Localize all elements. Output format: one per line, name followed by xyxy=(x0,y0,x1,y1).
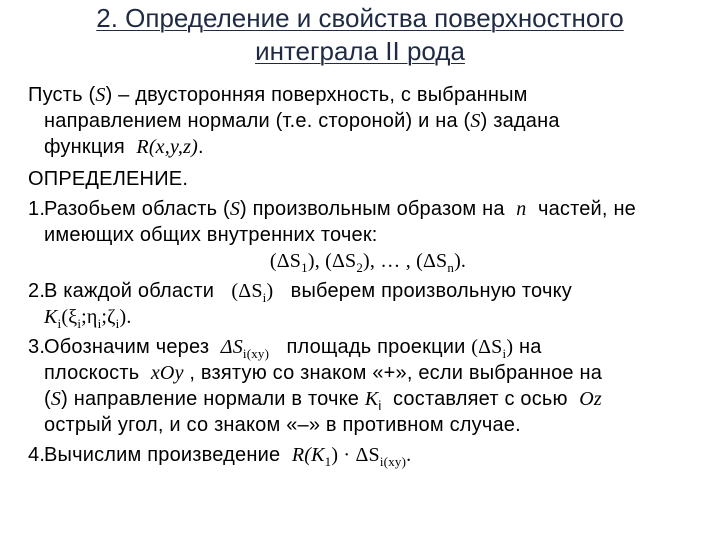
item-text: составляет с осью xyxy=(393,388,568,410)
formula-text: (ΔS xyxy=(269,250,302,272)
item-text: на xyxy=(518,336,542,358)
formula-text: ). xyxy=(454,250,467,272)
item-line xyxy=(44,412,692,438)
item-line xyxy=(44,386,692,412)
formula-text: . xyxy=(406,444,412,466)
symbol-k: K xyxy=(364,388,379,410)
symbol-s: S xyxy=(50,388,62,410)
slide-body xyxy=(28,82,692,468)
formula-sub: i xyxy=(262,290,267,305)
formula-sub: 2 xyxy=(356,260,364,275)
item-number: 3. xyxy=(28,336,46,358)
item-line xyxy=(44,334,692,360)
formula-text: (ΔS xyxy=(231,280,263,302)
definition-item-1 xyxy=(28,196,692,274)
formula-sub: n xyxy=(447,260,455,275)
item-line xyxy=(44,278,692,304)
symbol-k: K xyxy=(44,306,58,328)
symbol-oz: Oz xyxy=(579,388,602,410)
symbol-n: n xyxy=(516,198,527,220)
formula-sub: i(xy) xyxy=(242,346,270,361)
formula-text: ), … , (ΔS xyxy=(363,250,448,272)
partition-formula xyxy=(44,248,692,274)
symbol-xoy: xOy xyxy=(150,362,184,384)
item-text: плоскость xyxy=(44,362,140,384)
formula-sub: 1 xyxy=(301,260,308,275)
formula-text: ) · ΔS xyxy=(331,444,380,466)
item-text: площадь проекции xyxy=(286,336,466,358)
formula-text: ). xyxy=(119,306,132,328)
definition-item-2 xyxy=(28,278,692,330)
intro-text: . xyxy=(197,136,204,158)
formula-text: ;ζ xyxy=(101,306,116,328)
item-text: выберем произвольную точку xyxy=(290,280,572,302)
formula-text: ) xyxy=(266,280,274,302)
item-text: острый угол, и со знаком «–» в противном случае. xyxy=(44,414,521,436)
point-formula xyxy=(44,304,692,330)
definition-item-3 xyxy=(28,334,692,438)
item-text: ( xyxy=(44,388,51,410)
symbol-s: S xyxy=(229,198,241,220)
item-number: 2. xyxy=(28,280,46,302)
item-line xyxy=(44,196,692,222)
title-line-1: 2. Определение и свойства поверхностного xyxy=(96,3,624,33)
symbol-s: S xyxy=(470,110,481,132)
intro-text: ) – двусторонняя поверхность, с выбранным xyxy=(105,84,528,106)
item-line xyxy=(44,360,692,386)
formula-sub: i xyxy=(97,316,102,331)
formula-sub: i xyxy=(502,346,507,361)
item-text: ) произвольным образом на xyxy=(240,198,505,220)
formula-sub: 1 xyxy=(324,454,332,469)
formula-text: ΔS xyxy=(220,336,243,358)
formula-sub: i xyxy=(378,398,382,413)
intro-text: функция xyxy=(44,136,125,158)
item-text: , взятую со знаком «+», если выбранное на xyxy=(189,362,603,384)
formula-sub: i(xy) xyxy=(379,454,407,469)
definition-label: ОПРЕДЕЛЕНИЕ. xyxy=(28,168,189,190)
item-text: Вычислим произведение xyxy=(44,444,281,466)
intro-text: Пусть ( xyxy=(28,84,96,106)
item-text: Обозначим через xyxy=(44,336,210,358)
formula-text: ) xyxy=(506,336,514,358)
formula-text: R(K xyxy=(291,444,325,466)
item-text: частей, не xyxy=(537,198,637,220)
symbol-s: S xyxy=(95,84,106,106)
formula-ds-xy xyxy=(220,336,270,361)
item-text: В каждой области xyxy=(44,280,215,302)
definition-item-4 xyxy=(28,442,692,468)
formula-text: (ΔS xyxy=(471,336,503,358)
item-text: Разобьем область ( xyxy=(44,198,230,220)
item-line xyxy=(44,442,692,468)
formula-sub: i xyxy=(115,316,120,331)
intro-paragraph-cont xyxy=(28,108,692,134)
item-number: 4. xyxy=(28,444,46,466)
intro-text: ) задана xyxy=(480,110,560,132)
formula-sub: i xyxy=(77,316,82,331)
formula-ds xyxy=(231,280,274,305)
intro-paragraph xyxy=(28,82,692,108)
intro-text: направлением нормали (т.е. стороной) и на ( xyxy=(44,110,471,132)
formula-text: (ξ xyxy=(61,306,78,328)
item-number: 1. xyxy=(28,198,46,220)
formula-text: ;η xyxy=(81,306,98,328)
title-line-2: интеграла II рода xyxy=(255,36,465,66)
item-line xyxy=(44,222,692,248)
slide-title xyxy=(30,2,690,68)
formula-text: ), (ΔS xyxy=(307,250,357,272)
product-formula xyxy=(291,444,412,469)
formula-sub: i xyxy=(57,316,62,331)
formula-proj xyxy=(471,336,514,361)
item-text: имеющих общих внутренних точек: xyxy=(44,224,378,246)
intro-paragraph-cont xyxy=(28,134,692,160)
function-r: R(x,y,z) xyxy=(136,136,198,158)
item-text: ) направление нормали в точке xyxy=(61,388,360,410)
